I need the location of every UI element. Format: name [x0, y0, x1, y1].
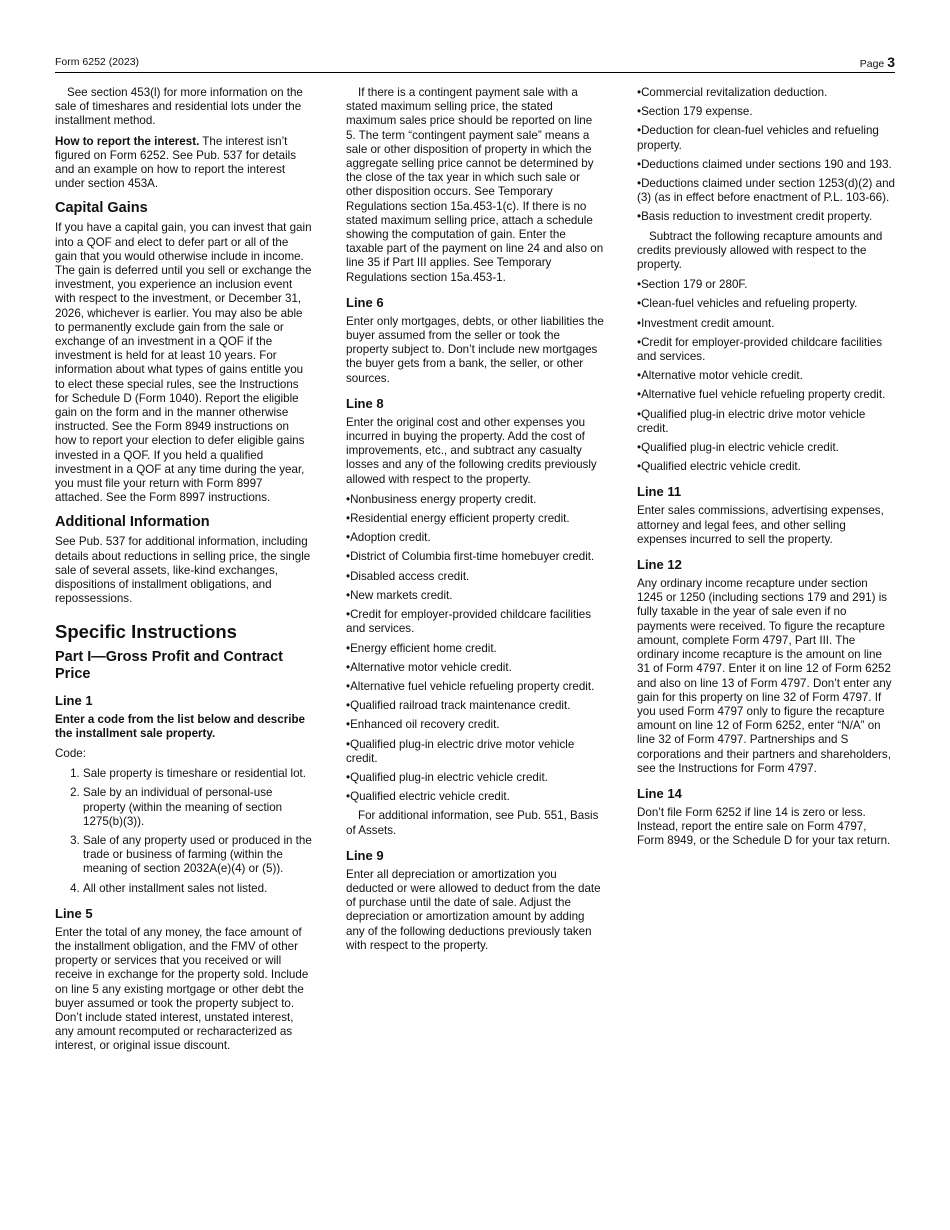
list-item: • Deductions claimed under section 1253(d)(2) and (3) (as in effect before enactment of P.L. 103-66).	[637, 177, 895, 205]
list-item: • Enhanced oil recovery credit.	[346, 718, 604, 732]
list-item: • Credit for employer-provided childcare facilities and services.	[346, 608, 604, 636]
list-item: • Nonbusiness energy property credit.	[346, 493, 604, 507]
heading-line-9: Line 9	[346, 847, 384, 863]
list-item: 4. All other installment sales not listed.	[83, 882, 313, 896]
list-item: • Alternative fuel vehicle refueling property credit.	[637, 388, 895, 402]
list-item: • Qualified plug-in electric drive motor vehicle credit.	[637, 408, 895, 436]
list-item: 2. Sale by an individual of personal-use property (within the meaning of section 1275(b)(3)).	[83, 786, 313, 829]
list-item: • District of Columbia first-time homebuyer credit.	[346, 550, 604, 564]
column-3	[637, 86, 895, 855]
heading-additional-information: Additional Information	[55, 514, 210, 531]
paragraph-bold	[55, 713, 313, 741]
list-item: • Qualified railroad track maintenance credit.	[346, 699, 604, 713]
bold-text: Enter a code from the list below and describe the installment sale property.	[55, 712, 305, 740]
paragraph: If there is a contingent payment sale with a stated maximum selling price, the stated maximum sales price should be reported on line 5. The term “contingent payment sale” means a sale or other disposition of property in which the aggregate selling price cannot be determined by the close of the tax year in which such sale or other disposition occurs. See Temporary Regulations section 15a.453-1(c). If there is no stated maximum selling price, attach a schedule showing the computation of gain. Enter the taxable part of the payment on line 24 and also on line 35 if Part III applies. See Temporary Regulations section 15a.453-1.	[346, 86, 604, 284]
list-item: 3. Sale of any property used or produced in the trade or business of farming (within the meaning of section 2032A(e)(4) or (5)).	[83, 834, 313, 877]
list-item: • Section 179 or 280F.	[637, 278, 895, 292]
paragraph: Enter only mortgages, debts, or other liabilities the buyer assumed from the seller or took the property subject to. Don’t include new mortgages the buyer gets from a bank, the seller, or other sources.	[346, 314, 604, 385]
list-item: • Qualified plug-in electric vehicle credit.	[637, 441, 895, 455]
list-item: • Qualified electric vehicle credit.	[346, 790, 604, 804]
list-item: • Disabled access credit.	[346, 570, 604, 584]
heading-line-11: Line 11	[637, 484, 682, 500]
paragraph: Subtract the following recapture amounts and credits previously allowed with respect to the property.	[637, 229, 883, 272]
paragraph: Any ordinary income recapture under section 1245 or 1250 (including sections 179 and 291) is fully taxable in the year of sale even if no payments were received. To figure the recapture amount, complete Form 4797, Part III. The ordinary income recapture is the amount on line 31 of Form 4797. Enter it on line 12 of Form 6252 and also on line 13 of Form 4797. Don’t enter any gain for this property on line 32 of Form 4797. If you used Form 4797 only to figure the recapture amount on line 12 of Form 6252, enter “N/A” on line 32 of Form 4797. Partnerships and S corporations and their partners and shareholders, see the Instructions for Form 4797.	[637, 577, 892, 775]
heading-line-8: Line 8	[346, 395, 384, 411]
paragraph: For additional information, see Pub. 551, Basis of Assets.	[346, 809, 599, 837]
heading-capital-gains: Capital Gains	[55, 200, 148, 217]
list-item: • Alternative motor vehicle credit.	[637, 369, 895, 383]
form-label: Form 6252 (2023)	[55, 56, 140, 68]
list-item: • Qualified plug-in electric vehicle credit.	[346, 771, 604, 785]
heading-line-14: Line 14	[637, 785, 682, 801]
paragraph: If you have a capital gain, you can invest that gain into a QOF and elect to defer part or all of the gain that you would otherwise include in income. The gain is deferred until you sell or exchange the investment, you experience an inclusion event with respect to the investment, or December 31, 2026, whichever is earlier. You may also be able to permanently exclude gain from the sale or exchange of an investment in a QOF if the investment is held for at least 10 years. For information about what types of gains entitle you to elect these special rules, see the Instructions for Schedule D (Form 1040). Report the eligible gain on the form and in the manner otherwise instructed. See the Form 8949 instructions on how to report your election to defer eligible gains invested in a QOF. If you held a qualified investment in a QOF at any time during the year, you must file your return with Form 8997 attached. See the Form 8997 instructions.	[55, 221, 312, 505]
heading-line-12: Line 12	[637, 557, 682, 573]
page-header	[55, 54, 895, 73]
paragraph-text: The interest isn’t figured on Form 6252. See Pub. 537 for details and an example on how to report the interest under section 453A.	[55, 134, 297, 191]
list-item: • New markets credit.	[346, 589, 604, 603]
heading-line-5: Line 5	[55, 905, 93, 921]
column-2	[346, 86, 604, 959]
list-item: • Deductions claimed under sections 190 and 193.	[637, 158, 895, 172]
list-item: • Investment credit amount.	[637, 317, 895, 331]
paragraph-lead: How to report the interest.	[55, 134, 200, 148]
list-item: • Energy efficient home credit.	[346, 642, 604, 656]
paragraph: Enter the original cost and other expenses you incurred in buying the property. Add the cost of improvements, etc., and subtract any casualty losses and any of the following credits previously allowed with respect to the property.	[346, 415, 597, 486]
list-item: • Adoption credit.	[346, 531, 604, 545]
list-item: • Basis reduction to investment credit property.	[637, 210, 895, 224]
list-item: • Deduction for clean-fuel vehicles and refueling property.	[637, 124, 895, 152]
page-word: Page	[859, 58, 885, 70]
list-item: • Qualified plug-in electric drive motor vehicle credit.	[346, 738, 604, 766]
code-list	[55, 767, 313, 896]
paragraph: Enter all depreciation or amortization you deducted or were allowed to deduct from the date of purchase until the date of sale. Adjust the depreciation or amortization amount by adding any of the following deductions previously taken with respect to the property.	[346, 867, 601, 952]
list-item: • Qualified electric vehicle credit.	[637, 460, 895, 474]
heading-part-1: Part I—Gross Profit and Contract Price	[55, 648, 284, 682]
page-number	[860, 54, 895, 70]
list-item: • Clean-fuel vehicles and refueling property.	[637, 297, 895, 311]
heading-line-1: Line 1	[55, 692, 93, 708]
page-num: 3	[887, 54, 895, 70]
paragraph: Enter the total of any money, the face amount of the installment obligation, and the FMV of other property or services that you received or will receive in exchange for the property sold. Include on line 5 any existing mortgage or other debt the buyer assumed or took the property subject to. Don’t include stated interest, unstated interest, any amount recomputed or recharacterized as interest, or original issue discount.	[55, 925, 309, 1053]
paragraph: Enter sales commissions, advertising expenses, attorney and legal fees, and other selling expenses incurred to sell the property.	[637, 504, 884, 546]
list-item: 1. Sale property is timeshare or residential lot.	[83, 767, 313, 781]
heading-line-6: Line 6	[346, 294, 384, 310]
list-item: • Residential energy efficient property credit.	[346, 512, 604, 526]
list-item: • Section 179 expense.	[637, 105, 895, 119]
code-label: Code:	[55, 746, 86, 760]
list-item: • Alternative motor vehicle credit.	[346, 661, 604, 675]
paragraph: See section 453(l) for more information on the sale of timeshares and residential lots under the installment method.	[55, 86, 303, 128]
paragraph: Don’t file Form 6252 if line 14 is zero or less. Instead, report the entire sale on Form 4797, Form 8949, or the Schedule D for your tax return.	[637, 805, 891, 848]
list-item: • Credit for employer-provided childcare facilities and services.	[637, 336, 895, 364]
paragraph	[55, 135, 313, 192]
list-item: • Commercial revitalization deduction.	[637, 86, 895, 100]
column-1	[55, 86, 313, 1060]
list-item: • Alternative fuel vehicle refueling property credit.	[346, 680, 604, 694]
paragraph: See Pub. 537 for additional information, including details about reductions in selling price, the single sale of several assets, like-kind exchanges, dispositions of installment obligations, and repossessions.	[55, 535, 311, 606]
heading-specific-instructions: Specific Instructions	[55, 620, 237, 642]
